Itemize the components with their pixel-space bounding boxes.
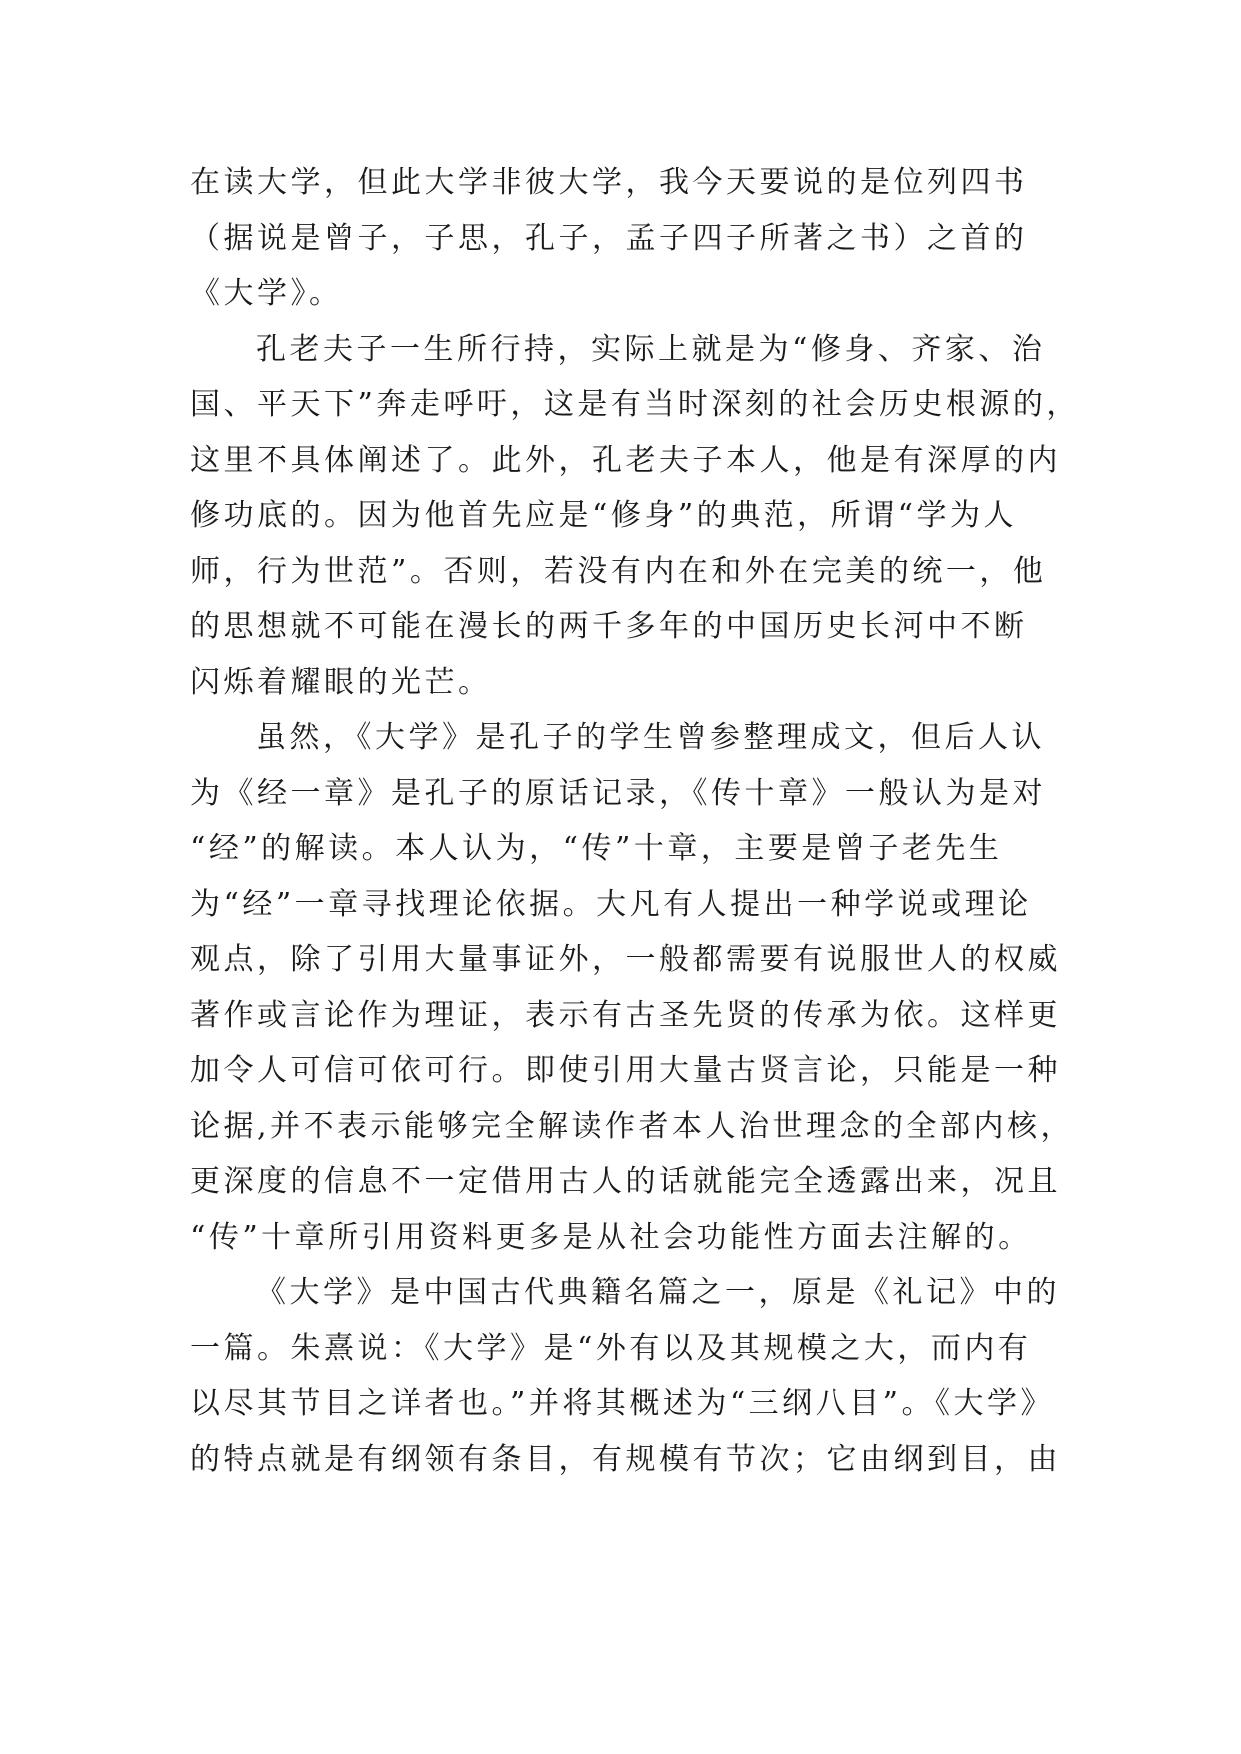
text-line: 这里不具体阐述了。此外，孔老夫子本人，他是有深厚的内 [190, 442, 1061, 478]
paragraph-first-line: 《大学》是中国古代典籍名篇之一，原是《礼记》中的 [256, 1275, 1060, 1310]
paragraph-first-line: 孔老夫子一生所行持，实际上就是为“修身、齐家、治 [256, 331, 1046, 367]
text-line: 师，行为世范”。否则，若没有内在和外在完美的统一，他 [190, 553, 1047, 589]
text-line: 著作或言论作为理证，表示有古圣先贤的传承为依。这样更 [190, 997, 1061, 1033]
text-line: 国、平天下”奔走呼吁，这是有当时深刻的社会历史根源的， [190, 387, 1080, 422]
text-line: 观点，除了引用大量事证外，一般都需要有说服世人的权威 [190, 942, 1061, 977]
text-line: （据说是曾子，子思，孔子，孟子四子所著之书）之首的 [190, 220, 1028, 256]
document-body [190, 155, 1080, 1487]
text-line: 论据,并不表示能够完全解读作者本人治世理念的全部内核， [190, 1108, 1075, 1144]
text-line: “传”十章所引用资料更多是从社会功能性方面去注解的。 [190, 1219, 1032, 1255]
text-line: 为“经”一章寻找理论依据。大凡有人提出一种学说或理论 [190, 886, 1032, 922]
text-line: “经”的解读。本人认为，“传”十章，主要是曾子老先生 [190, 831, 1003, 866]
text-line: 加令人可信可依可行。即使引用大量古贤言论，只能是一种 [190, 1053, 1061, 1088]
text-line: 《大学》。 [190, 276, 343, 311]
text-line: 为《经一章》是孔子的原话记录，《传十章》一般认为是对 [190, 775, 1046, 811]
text-line: 在读大学，但此大学非彼大学，我今天要说的是位列四书 [190, 165, 1028, 200]
text-line: 一篇。朱熹说：《大学》是“外有以及其规模之大，而内有 [190, 1330, 1032, 1366]
text-line: 的特点就是有纲领有条目，有规模有节次；它由纲到目，由 [190, 1441, 1061, 1477]
text-line: 更深度的信息不一定借用古人的话就能完全透露出来，况且 [190, 1164, 1061, 1199]
text-line: 修功底的。因为他首先应是“修身”的典范，所谓“学为人 [190, 498, 1018, 533]
text-line: 的思想就不可能在漫长的两千多年的中国历史长河中不断 [190, 609, 1028, 644]
paragraph-first-line: 虽然，《大学》是孔子的学生曾参整理成文，但后人认 [256, 720, 1045, 755]
text-line: 以尽其节目之详者也。”并将其概述为“三纲八目”。《大学》 [190, 1386, 1055, 1421]
text-line: 闪烁着耀眼的光芒。 [190, 664, 492, 700]
